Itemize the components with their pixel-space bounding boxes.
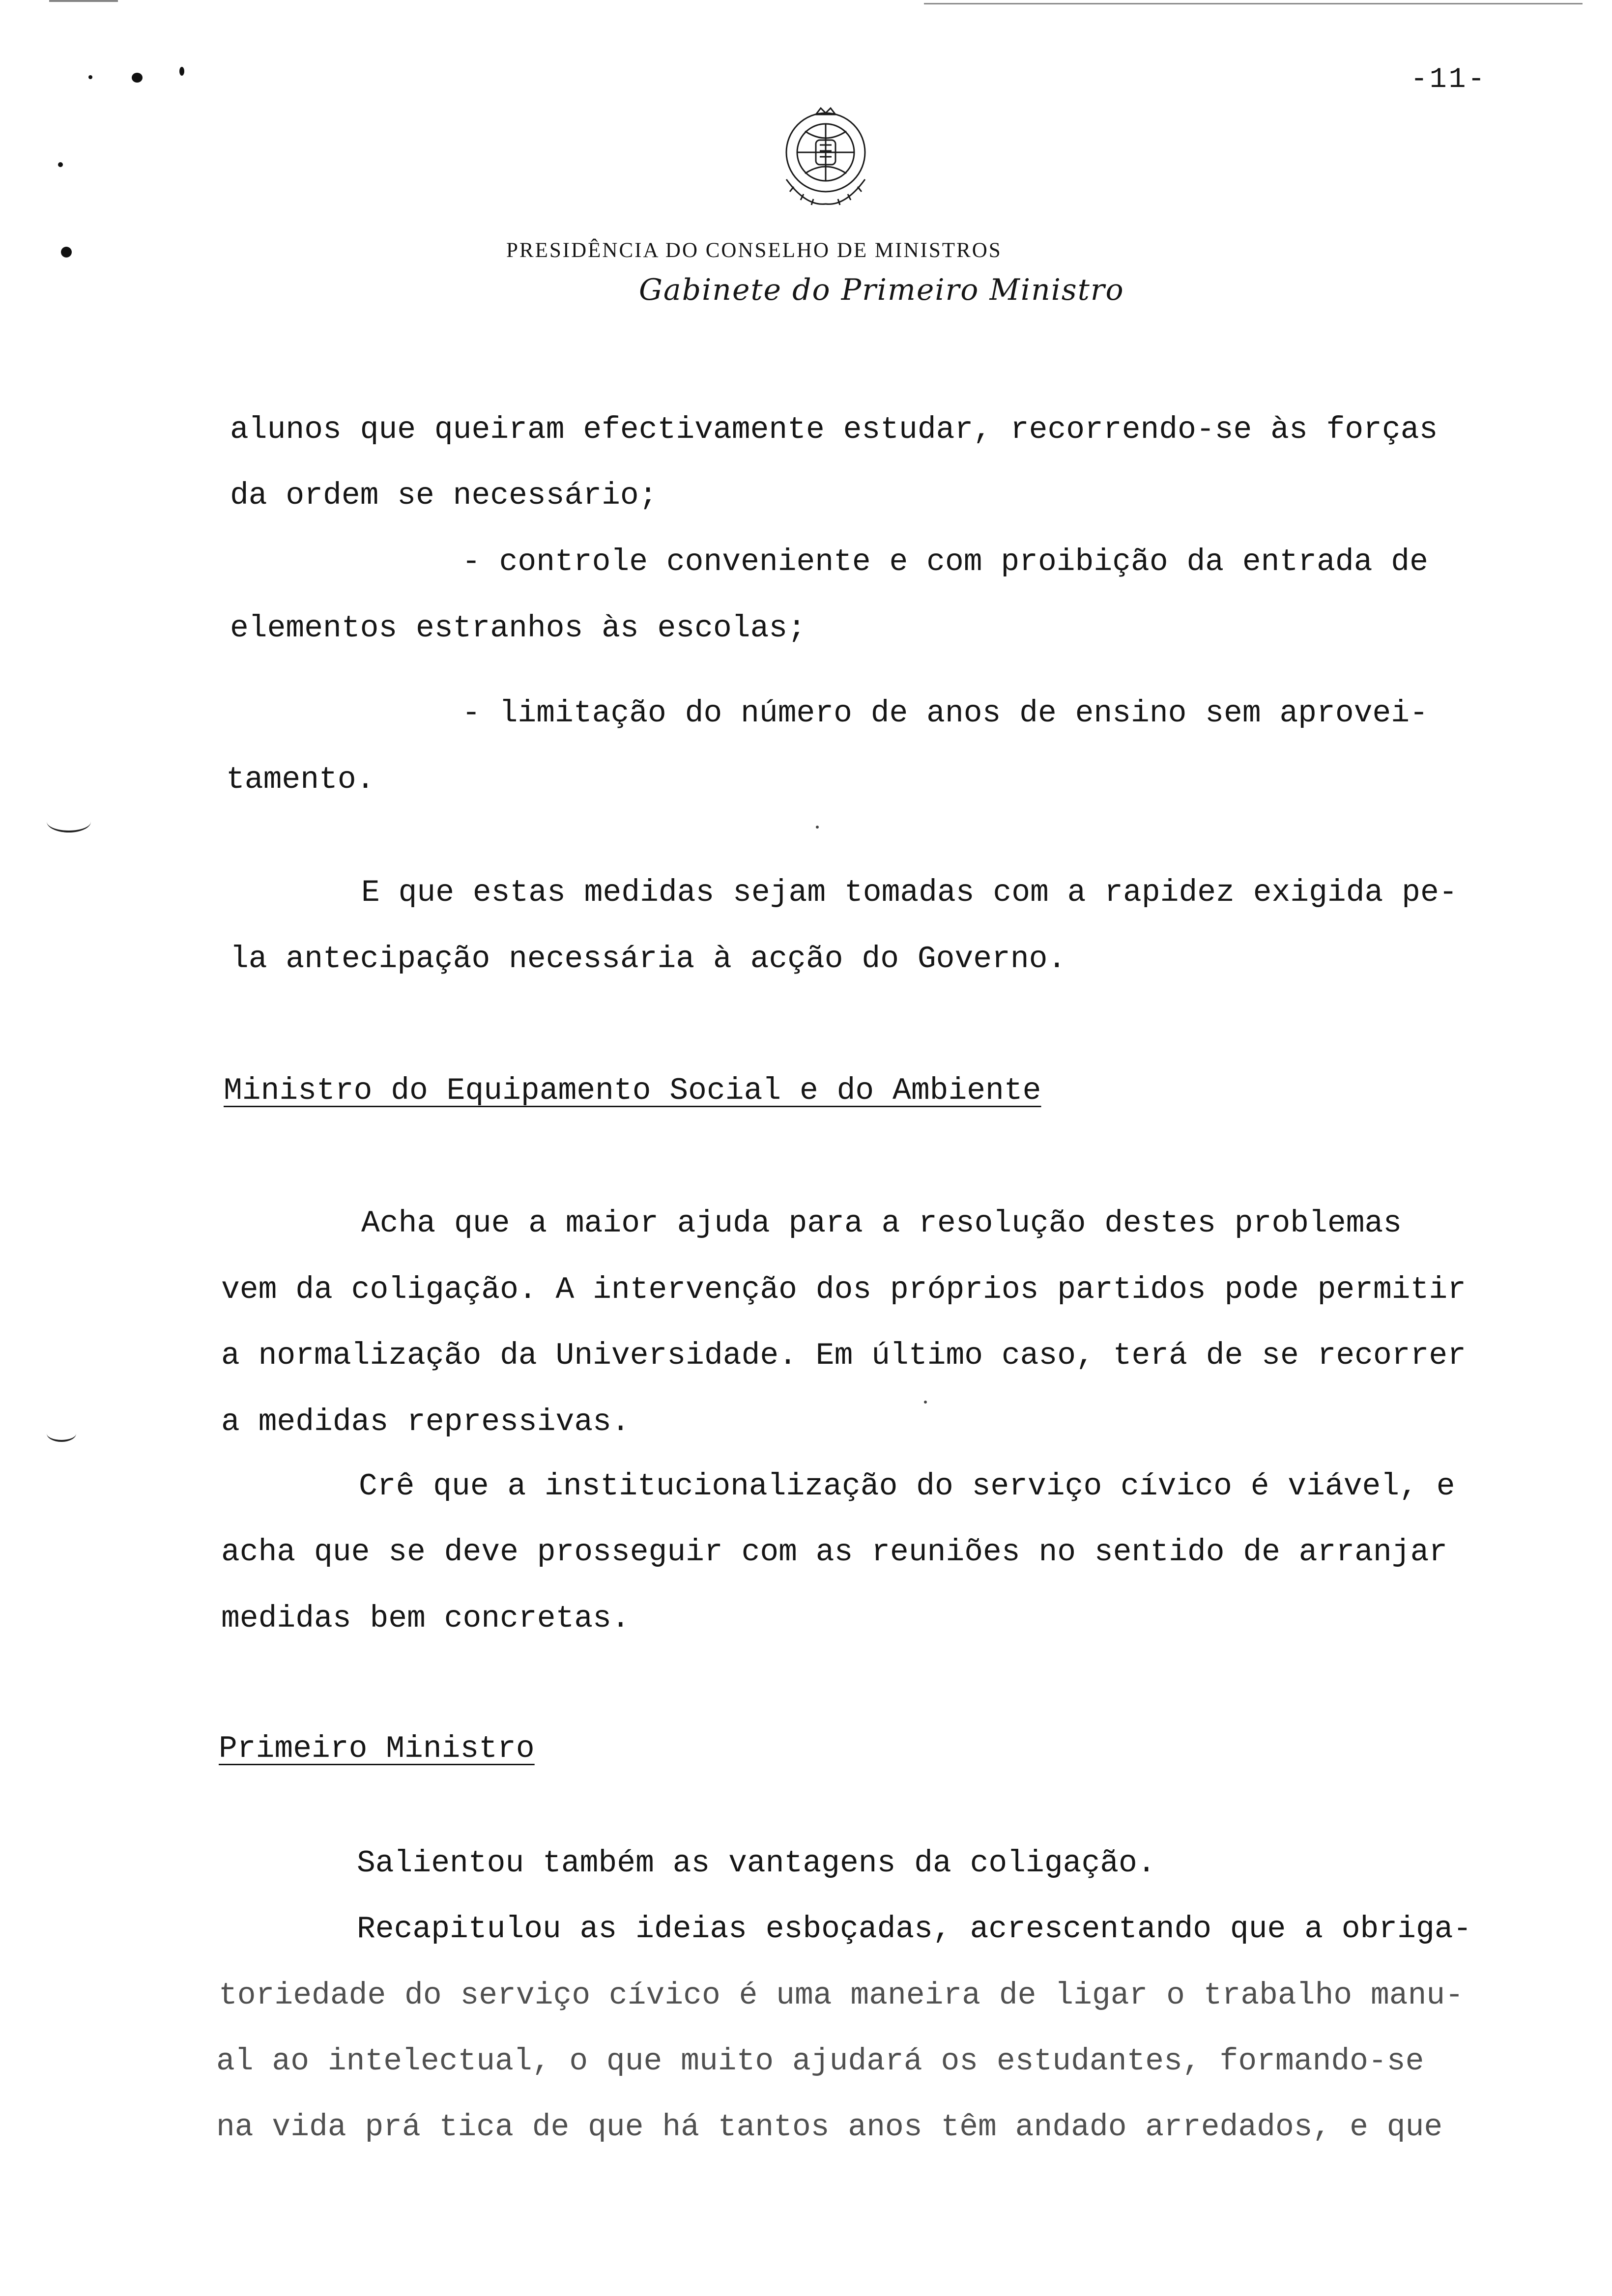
scan-speck	[924, 1401, 927, 1404]
text-line: Salientou também as vantagens da coligação.	[357, 1846, 1156, 1881]
text-line: vem da coligação. A intervenção dos próprios partidos pode permitir	[221, 1272, 1467, 1307]
margin-smudge	[47, 811, 91, 832]
text-line: elementos estranhos às escolas;	[230, 611, 806, 646]
punch-hole-mark	[58, 162, 63, 167]
text-line: medidas bem concretas.	[221, 1601, 630, 1636]
coat-of-arms-icon	[767, 106, 885, 219]
text-line: Crê que a institucionalização do serviço cívico é viável, e	[359, 1469, 1455, 1504]
page-number: -11-	[1410, 64, 1487, 96]
cabinet-subtitle: Gabinete do Primeiro Ministro	[639, 273, 1124, 307]
text-line: a medidas repressivas.	[221, 1405, 630, 1439]
text-line: alunos que queiram efectivamente estudar, recorrendo-se às forças	[230, 412, 1438, 447]
text-line: la antecipação necessária à acção do Governo.	[230, 942, 1066, 976]
text-line: acha que se deve prosseguir com as reuniões no sentido de arranjar	[221, 1535, 1448, 1570]
text-line: na vida prá tica de que há tantos anos têm andado arredados, e que	[216, 2110, 1443, 2145]
text-line: Acha que a maior ajuda para a resolução destes problemas	[361, 1206, 1402, 1241]
text-line: a normalização da Universidade. Em último caso, terá de se recorrer	[221, 1338, 1467, 1373]
punch-hole-mark	[179, 67, 184, 76]
section-heading: Ministro do Equipamento Social e do Ambiente	[224, 1073, 1041, 1108]
text-line: tamento.	[226, 762, 375, 797]
institution-title: PRESIDÊNCIA DO CONSELHO DE MINISTROS	[506, 239, 1002, 262]
punch-hole-mark	[88, 75, 92, 79]
text-line: toriedade do serviço cívico é uma maneira de ligar o trabalho manu-	[219, 1978, 1464, 2013]
text-line: da ordem se necessário;	[230, 478, 658, 513]
scan-edge-mark	[49, 0, 118, 2]
section-heading: Primeiro Ministro	[219, 1731, 535, 1766]
text-line: Recapitulou as ideias esboçadas, acrescentando que a obriga-	[357, 1912, 1472, 1947]
text-line: - controle conveniente e com proibição da entrada de	[462, 545, 1428, 579]
text-line: al ao intelectual, o que muito ajudará os estudantes, formando-se	[216, 2044, 1424, 2079]
text-line: - limitação do número de anos de ensino sem aprovei-	[462, 696, 1428, 731]
margin-smudge	[47, 1425, 76, 1442]
punch-hole-mark	[132, 73, 143, 83]
scan-speck	[816, 826, 819, 829]
scan-top-rule	[924, 3, 1583, 4]
text-line: E que estas medidas sejam tomadas com a rapidez exigida pe-	[361, 875, 1458, 910]
